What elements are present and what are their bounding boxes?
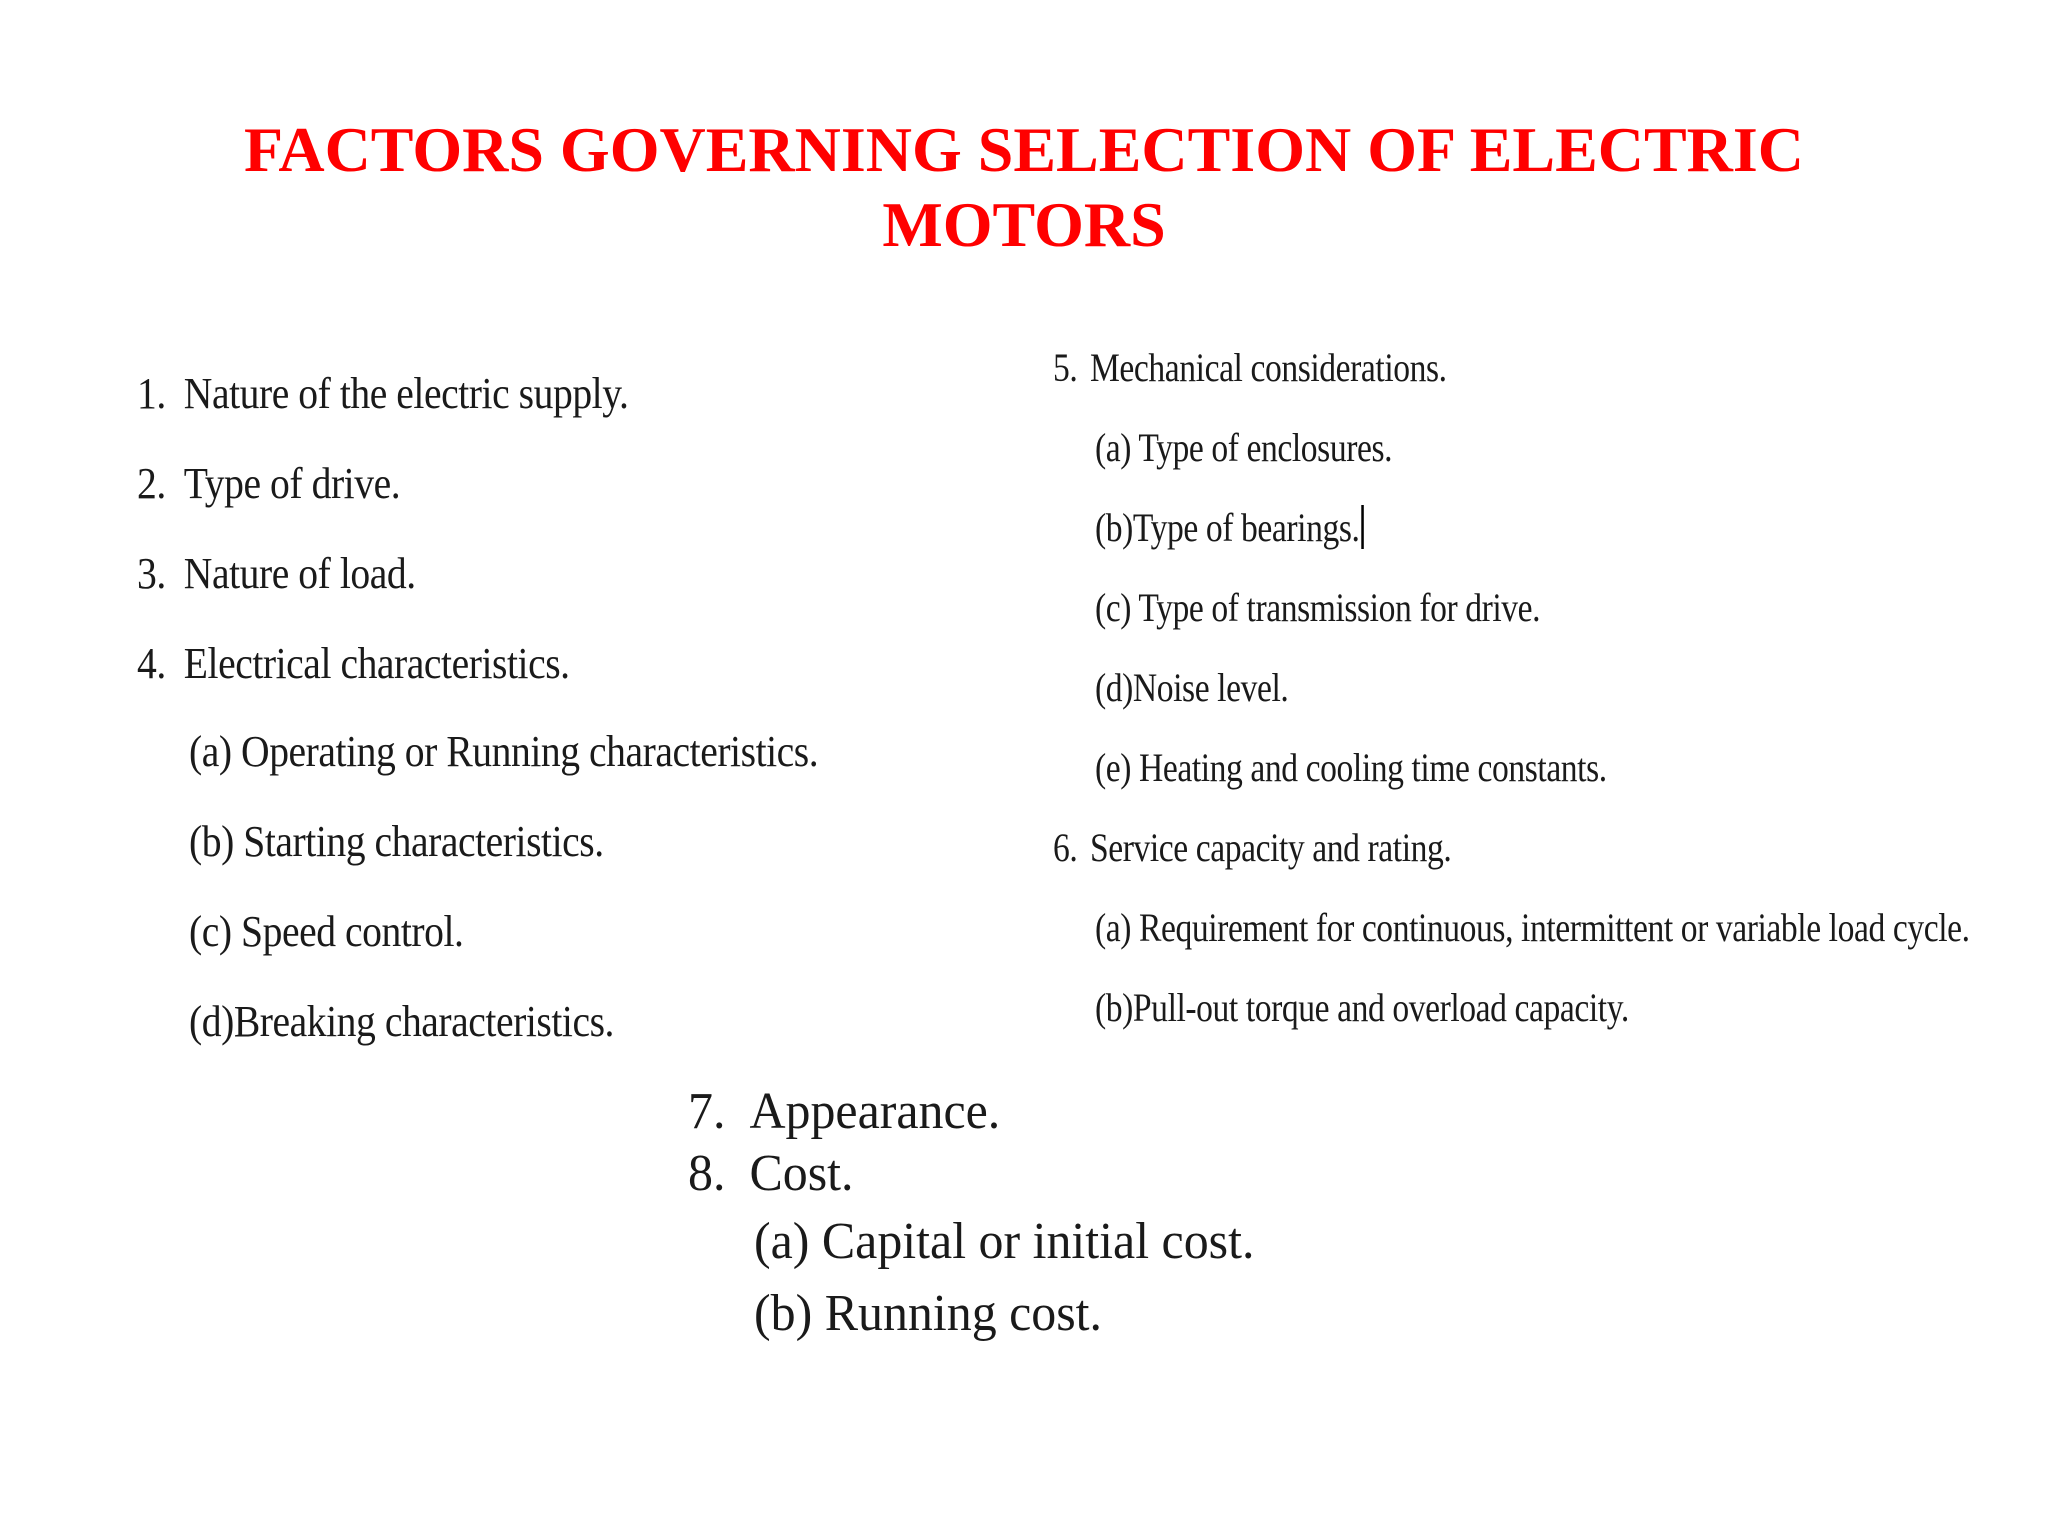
page-title [0, 112, 2048, 262]
list-number: 2. [137, 459, 166, 508]
sub-item-5c: (c) Type of transmission for drive. [1095, 585, 1541, 630]
title-line-1: FACTORS GOVERNING SELECTION OF ELECTRIC [244, 114, 1804, 185]
list-text: Cost. [749, 1145, 854, 1202]
list-number: 6. [1053, 825, 1078, 870]
sub-item-6b: (b)Pull-out torque and overload capacity. [1095, 985, 1629, 1030]
list-number: 1. [137, 369, 166, 418]
sub-item-4a: (a) Operating or Running characteristics. [189, 727, 819, 776]
sub-item-8a: (a) Capital or initial cost. [754, 1213, 1255, 1270]
sub-item-text: (b)Type of bearings. [1095, 505, 1360, 550]
list-text: Appearance. [749, 1083, 1001, 1140]
list-text: Nature of the electric supply. [183, 369, 629, 418]
sub-item-5b [1095, 504, 1364, 551]
list-number: 8. [688, 1145, 726, 1202]
list-number: 4. [137, 639, 166, 688]
list-item-8 [688, 1144, 853, 1203]
sub-item-6a: (a) Requirement for continuous, intermittent or variable load cycle. [1095, 905, 1970, 950]
list-text: Mechanical considerations. [1089, 345, 1447, 390]
title-line-2: MOTORS [882, 189, 1166, 260]
sub-item-4c: (c) Speed control. [189, 907, 464, 956]
list-number: 7. [688, 1083, 726, 1140]
list-text: Nature of load. [183, 549, 416, 598]
text-cursor [1361, 505, 1364, 549]
sub-item-4b: (b) Starting characteristics. [189, 817, 604, 866]
sub-item-4d: (d)Breaking characteristics. [189, 997, 614, 1046]
list-item-1 [137, 368, 628, 419]
list-number: 5. [1053, 345, 1078, 390]
sub-item-8b: (b) Running cost. [754, 1285, 1103, 1342]
list-item-5 [1053, 344, 1447, 391]
list-item-6 [1053, 824, 1451, 871]
list-item-4 [137, 638, 570, 689]
list-text: Type of drive. [183, 459, 401, 508]
list-text: Service capacity and rating. [1089, 825, 1452, 870]
list-item-7 [688, 1082, 1000, 1141]
list-text: Electrical characteristics. [183, 639, 570, 688]
list-number: 3. [137, 549, 166, 598]
sub-item-5a: (a) Type of enclosures. [1095, 425, 1393, 470]
list-item-3 [137, 548, 416, 599]
sub-item-5d: (d)Noise level. [1095, 665, 1289, 710]
list-item-2 [137, 458, 400, 509]
sub-item-5e: (e) Heating and cooling time constants. [1095, 745, 1607, 790]
